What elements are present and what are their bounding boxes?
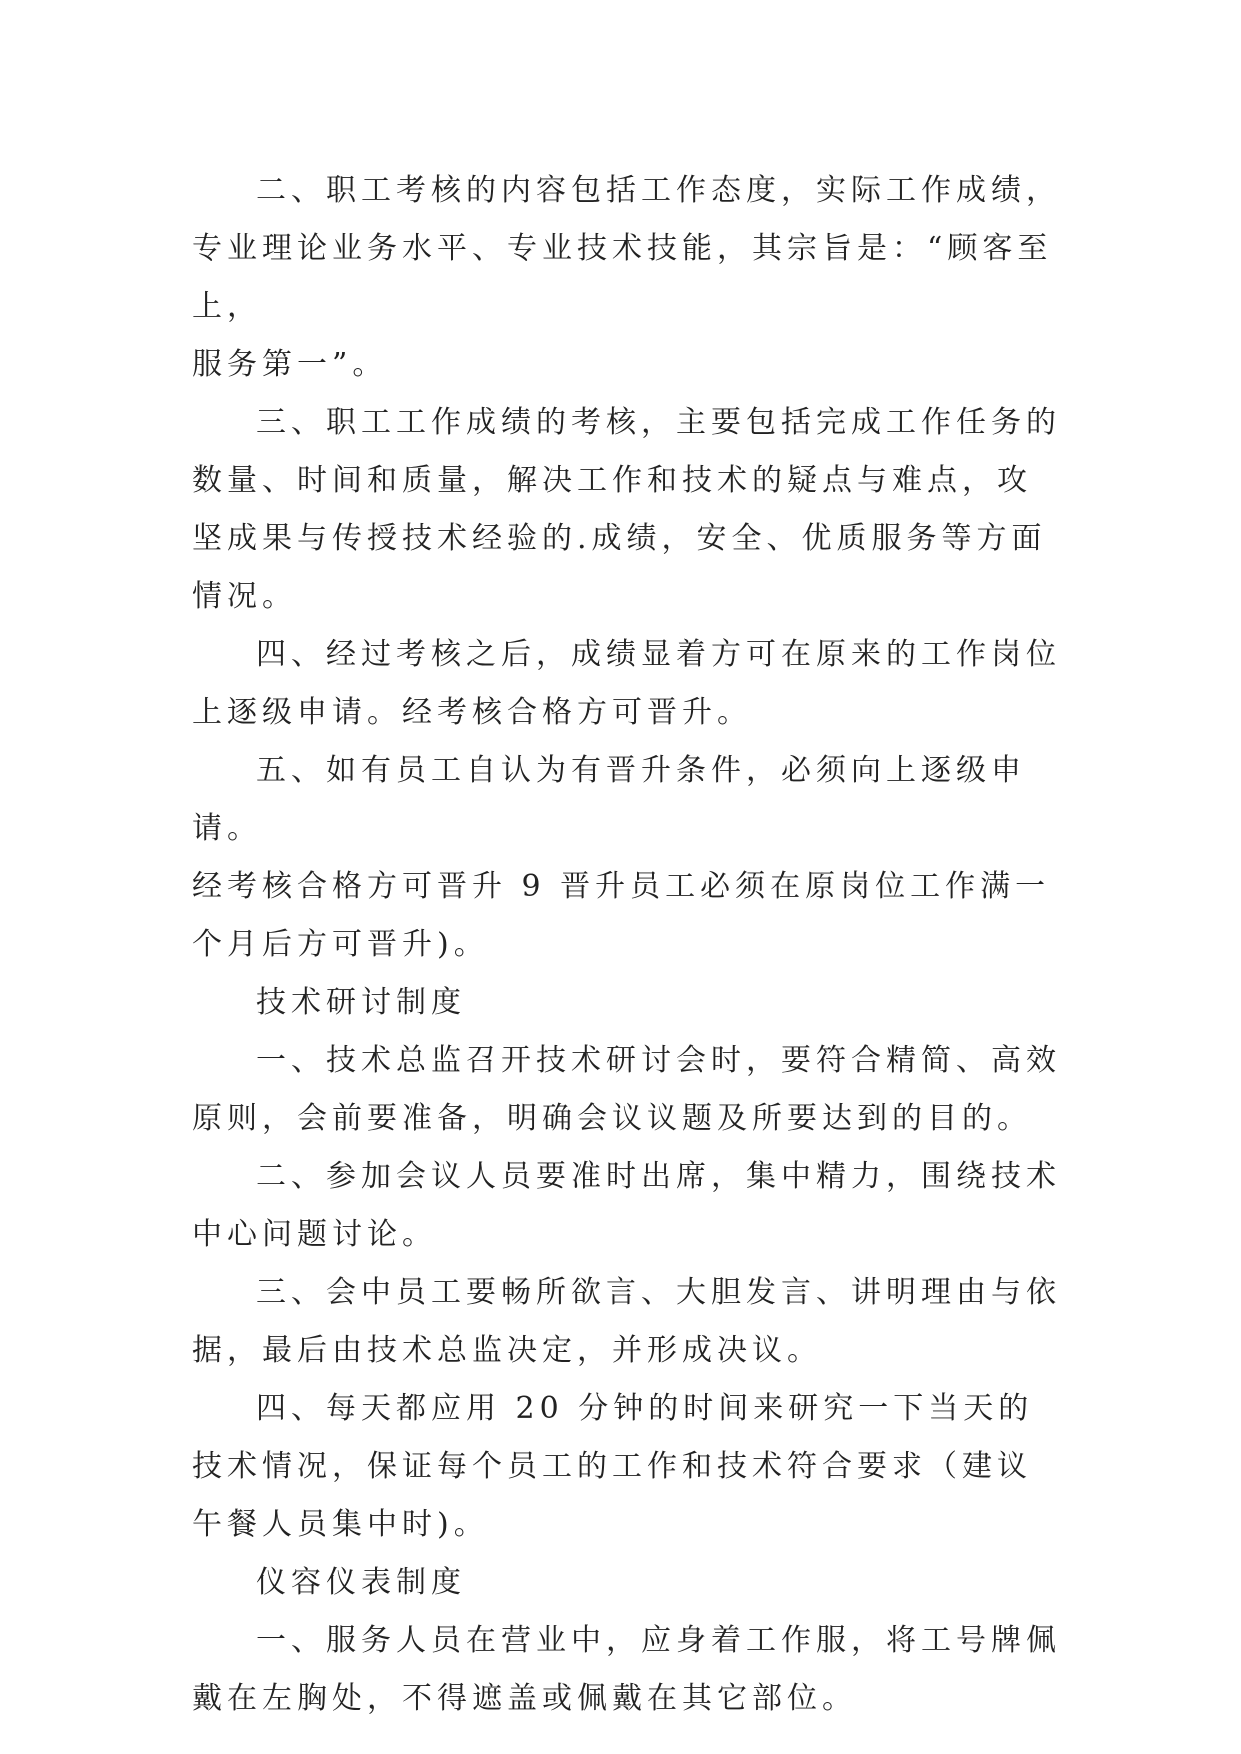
paragraph-seminar-principles: 一、技术总监召开技术研讨会时，要符合精简、高效原则，会前要准备，明确会议议题及所要达到的目的。 — [192, 1043, 1061, 1136]
paragraph-seminar-attendance: 二、参加会议人员要准时出席，集中精力，围绕技术中心问题讨论。 — [192, 1159, 1061, 1252]
paragraph-performance-assessment: 三、职工工作成绩的考核，主要包括完成工作任务的数量、时间和质量，解决工作和技术的疑点与难点，攻坚成果与传授技术经验的.成绩，安全、优质服务等方面情况。 — [192, 405, 1061, 614]
paragraph-self-application: 五、如有员工自认为有晋升条件，必须向上逐级申请。 经考核合格方可晋升 9 晋升员工必须在原岗位工作满一个月后方可晋升)。 — [192, 753, 1051, 962]
section-heading-tech-seminar: 技术研讨制度 — [256, 985, 466, 1020]
section-heading-appearance: 仪容仪表制度 — [256, 1565, 466, 1600]
paragraph-seminar-discussion: 三、会中员工要畅所欲言、大胆发言、讲明理由与依据，最后由技术总监决定，并形成决议。 — [192, 1275, 1061, 1368]
paragraph-promotion-after-assessment: 四、经过考核之后，成绩显着方可在原来的工作岗位上逐级申请。经考核合格方可晋升。 — [192, 637, 1061, 730]
paragraph-daily-study: 四、每天都应用 20 分钟的时间来研究一下当天的技术情况，保证每个员工的工作和技术符合要求（建议午餐人员集中时)。 — [192, 1391, 1034, 1542]
paragraph-assessment-content: 二、职工考核的内容包括工作态度，实际工作成绩，专业理论业务水平、专业技术技能，其宗旨是：“顾客至上， 服务第一”。 — [192, 173, 1061, 382]
paragraph-uniform-badge: 一、服务人员在营业中，应身着工作服，将工号牌佩戴在左胸处，不得遮盖或佩戴在其它部位。 — [192, 1623, 1061, 1716]
document-body — [192, 162, 1062, 1728]
